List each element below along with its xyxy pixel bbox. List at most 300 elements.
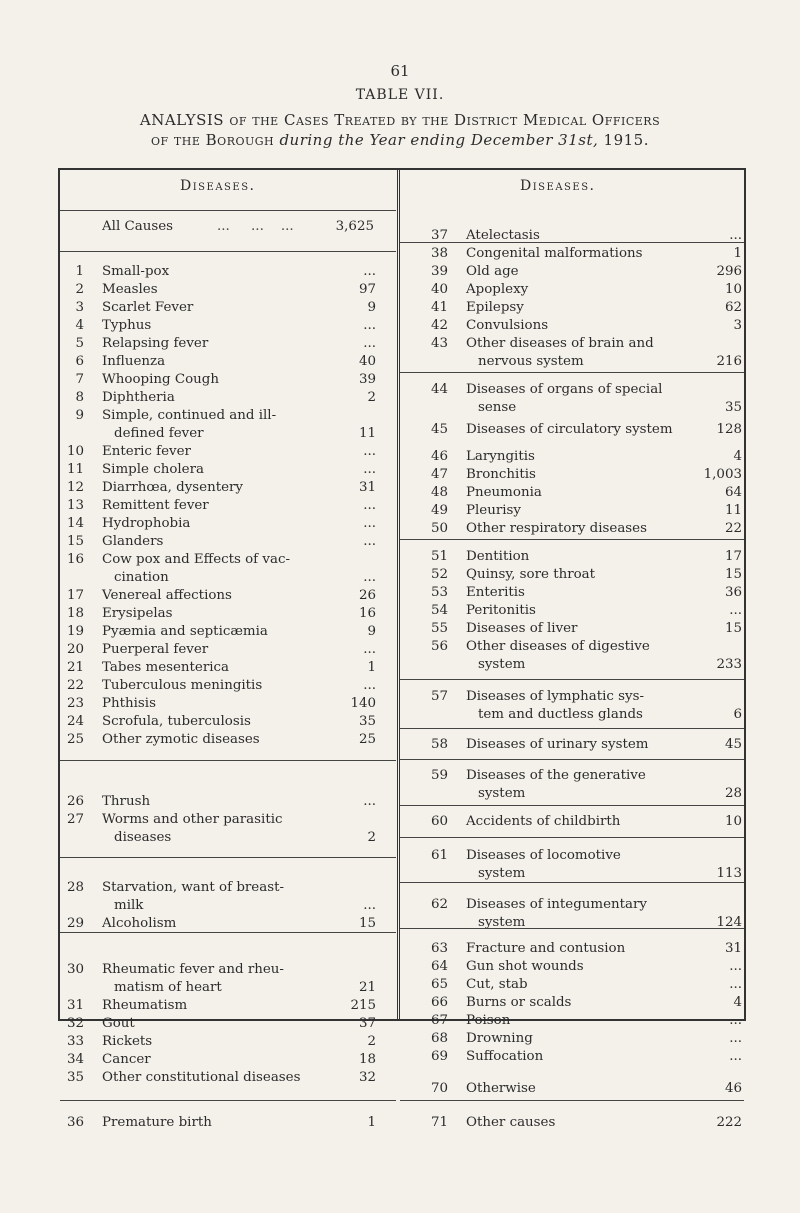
row-number: 53 <box>430 585 448 600</box>
row-value: ... <box>363 498 376 513</box>
row-value: 128 <box>716 422 742 437</box>
row-value: 18 <box>358 1052 376 1067</box>
row-label: Cow pox and Effects of vac- <box>102 552 290 567</box>
row-value: 35 <box>724 400 742 415</box>
table-row <box>66 623 376 641</box>
row-number: 60 <box>430 814 448 829</box>
table-row <box>430 299 742 317</box>
row-number: 2 <box>75 282 84 297</box>
row-number: 27 <box>66 812 84 827</box>
row-label: Pleurisy <box>466 503 521 518</box>
row-value: 31 <box>358 480 376 495</box>
table-row <box>430 317 742 335</box>
row-number: 18 <box>66 606 84 621</box>
row-label: Poison <box>466 1013 511 1028</box>
row-value: 216 <box>716 354 742 369</box>
group-rule <box>400 539 744 540</box>
column-divider <box>397 168 400 1021</box>
row-label: Atelectasis <box>466 228 540 243</box>
row-label: Rickets <box>102 1034 153 1049</box>
row-value: 17 <box>724 549 742 564</box>
row-value: 21 <box>358 980 376 995</box>
row-number: 57 <box>430 689 448 704</box>
row-label: Diseases of integumentary <box>466 897 647 912</box>
row-value: 15 <box>724 621 742 636</box>
group-rule <box>400 928 744 929</box>
row-value: 16 <box>358 606 376 621</box>
row-number: 58 <box>430 737 448 752</box>
row-label: Cut, stab <box>466 977 528 992</box>
table-row <box>66 961 376 979</box>
leader-dots: ... ... ... <box>217 219 294 234</box>
row-value: ... <box>363 898 376 913</box>
subtitle-main: Cases Treated by the District Medical Officers <box>284 111 661 129</box>
row-label: Other respiratory diseases <box>466 521 647 536</box>
table-row <box>66 811 376 829</box>
row-label: Diseases of locomotive <box>466 848 621 863</box>
right-column-header: Diseases. <box>520 178 596 194</box>
row-value: 9 <box>367 300 376 315</box>
row-number: 38 <box>430 246 448 261</box>
row-label: sense <box>478 400 517 415</box>
row-number: 10 <box>66 444 84 459</box>
table-row <box>66 461 376 479</box>
row-value: 46 <box>724 1081 742 1096</box>
row-label: Burns or scalds <box>466 995 572 1010</box>
row-value: 113 <box>716 866 742 881</box>
row-number: 46 <box>430 449 448 464</box>
table-row <box>430 914 742 932</box>
row-number: 45 <box>430 422 448 437</box>
row-label: Scarlet Fever <box>102 300 194 315</box>
row-label: diseases <box>114 830 172 845</box>
row-number: 50 <box>430 521 448 536</box>
table-row <box>430 865 742 883</box>
row-number: 59 <box>430 768 448 783</box>
row-number: 67 <box>430 1013 448 1028</box>
table-row <box>66 1015 376 1033</box>
row-label: Gout <box>102 1016 135 1031</box>
row-number: 20 <box>66 642 84 657</box>
table-row <box>66 915 376 933</box>
row-number: 51 <box>430 549 448 564</box>
table-row <box>430 767 742 785</box>
row-value: 36 <box>724 585 742 600</box>
row-label: Puerperal fever <box>102 642 209 657</box>
row-value: 2 <box>367 830 376 845</box>
row-value: 1 <box>733 246 742 261</box>
table-row <box>430 994 742 1012</box>
row-number: 40 <box>430 282 448 297</box>
row-label: Influenza <box>102 354 166 369</box>
row-label: Phthisis <box>102 696 156 711</box>
row-value: ... <box>729 1049 742 1064</box>
row-label: Tuberculous meningitis <box>102 678 263 693</box>
row-value: ... <box>729 228 742 243</box>
row-value: 11 <box>358 426 376 441</box>
table-row <box>66 263 376 281</box>
table-row <box>430 896 742 914</box>
row-value: ... <box>729 977 742 992</box>
row-number: 32 <box>66 1016 84 1031</box>
table-row <box>430 736 742 754</box>
row-label: Other zymotic diseases <box>102 732 260 747</box>
row-label: Starvation, want of breast- <box>102 880 284 895</box>
row-label: Tabes mesenterica <box>102 660 230 675</box>
row-value: ... <box>363 336 376 351</box>
group-rule <box>400 679 744 680</box>
table-row <box>66 587 376 605</box>
table-row <box>66 793 376 811</box>
table-row <box>66 897 376 915</box>
table-row <box>430 227 742 245</box>
row-number: 21 <box>66 660 84 675</box>
table-row <box>66 829 376 847</box>
row-number: 44 <box>430 382 448 397</box>
row-value: 1 <box>367 660 376 675</box>
table-row <box>66 479 376 497</box>
row-number: 68 <box>430 1031 448 1046</box>
row-number: 63 <box>430 941 448 956</box>
row-label: Venereal affections <box>102 588 232 603</box>
row-number: 36 <box>66 1115 84 1130</box>
row-label: Diseases of circulatory system <box>466 422 673 437</box>
table-row <box>66 551 376 569</box>
table-row <box>430 353 742 371</box>
row-label: system <box>478 657 526 672</box>
row-number: 16 <box>66 552 84 567</box>
row-number: 48 <box>430 485 448 500</box>
row-label: Suffocation <box>466 1049 544 1064</box>
row-label: Gun shot wounds <box>466 959 584 974</box>
page-number: 61 <box>390 62 410 80</box>
row-value: 15 <box>358 916 376 931</box>
table-row <box>430 976 742 994</box>
all-causes-row <box>102 218 374 236</box>
left-column-header: Diseases. <box>180 178 256 194</box>
row-number: 4 <box>75 318 84 333</box>
group-rule <box>400 882 744 883</box>
table-row <box>430 602 742 620</box>
row-label: Epilepsy <box>466 300 524 315</box>
row-number: 71 <box>430 1115 448 1130</box>
row-number: 5 <box>75 336 84 351</box>
row-label: Cancer <box>102 1052 151 1067</box>
row-label: Glanders <box>102 534 164 549</box>
row-value: 35 <box>358 714 376 729</box>
table-row <box>66 1069 376 1087</box>
table-row <box>430 335 742 353</box>
row-number: 66 <box>430 995 448 1010</box>
table-row <box>430 847 742 865</box>
row-label: Rheumatic fever and rheu- <box>102 962 284 977</box>
row-label: Other diseases of digestive <box>466 639 650 654</box>
table-row <box>66 407 376 425</box>
row-label: Simple cholera <box>102 462 204 477</box>
row-number: 8 <box>75 390 84 405</box>
row-label: Drowning <box>466 1031 533 1046</box>
table-row <box>430 656 742 674</box>
row-value: 39 <box>358 372 376 387</box>
table-row <box>430 1012 742 1030</box>
all-causes-label: All Causes <box>102 219 174 234</box>
row-label: Quinsy, sore throat <box>466 567 596 582</box>
group-rule <box>400 837 744 838</box>
table-subtitle <box>0 110 800 150</box>
group-rule <box>400 372 744 373</box>
row-label: Diphtheria <box>102 390 175 405</box>
row-label: Other diseases of brain and <box>466 336 654 351</box>
row-value: 2 <box>367 390 376 405</box>
row-value: 26 <box>358 588 376 603</box>
row-label: Diarrhœa, dysentery <box>102 480 243 495</box>
row-label: Congenital malformations <box>466 246 643 261</box>
row-value: 3 <box>733 318 742 333</box>
row-value: 222 <box>716 1115 742 1130</box>
row-number: 39 <box>430 264 448 279</box>
row-value: ... <box>729 603 742 618</box>
row-value: 4 <box>733 449 742 464</box>
row-value: 4 <box>733 995 742 1010</box>
table-row <box>66 731 376 749</box>
row-value: ... <box>363 794 376 809</box>
row-value: 6 <box>733 707 742 722</box>
subtitle-of-the-2: of the <box>150 131 201 149</box>
subtitle-borough: Borough <box>205 131 275 149</box>
row-number: 52 <box>430 567 448 582</box>
row-value: 10 <box>724 814 742 829</box>
row-label: Old age <box>466 264 519 279</box>
row-number: 7 <box>75 372 84 387</box>
row-value: ... <box>363 516 376 531</box>
row-value: 22 <box>724 521 742 536</box>
row-value: 31 <box>724 941 742 956</box>
row-label: milk <box>114 898 144 913</box>
table-row <box>66 997 376 1015</box>
row-label: Pyæmia and septicæmia <box>102 624 268 639</box>
row-number: 12 <box>66 480 84 495</box>
row-label: Other causes <box>466 1115 556 1130</box>
row-value: 1 <box>367 1115 376 1130</box>
row-label: Laryngitis <box>466 449 535 464</box>
row-number: 62 <box>430 897 448 912</box>
row-value: ... <box>729 959 742 974</box>
row-value: 32 <box>358 1070 376 1085</box>
table-row <box>430 620 742 638</box>
row-number: 22 <box>66 678 84 693</box>
row-number: 42 <box>430 318 448 333</box>
table-row <box>66 299 376 317</box>
table-row <box>66 695 376 713</box>
subtitle-analysis: ANALYSIS <box>139 111 225 129</box>
row-value: ... <box>363 264 376 279</box>
row-number: 30 <box>66 962 84 977</box>
table-row <box>430 958 742 976</box>
row-label: Other constitutional diseases <box>102 1070 301 1085</box>
row-value: 215 <box>350 998 376 1013</box>
table-row <box>66 979 376 997</box>
table-row <box>66 533 376 551</box>
row-label: Accidents of childbirth <box>466 814 621 829</box>
row-value: 15 <box>724 567 742 582</box>
row-value: ... <box>363 462 376 477</box>
row-number: 6 <box>75 354 84 369</box>
row-number: 17 <box>66 588 84 603</box>
row-label: Enteritis <box>466 585 525 600</box>
row-label: Enteric fever <box>102 444 191 459</box>
row-value: ... <box>363 570 376 585</box>
table-row <box>66 641 376 659</box>
row-label: Rheumatism <box>102 998 188 1013</box>
row-number: 49 <box>430 503 448 518</box>
row-number: 55 <box>430 621 448 636</box>
row-value: 1,003 <box>703 467 742 482</box>
row-number: 19 <box>66 624 84 639</box>
row-label: Bronchitis <box>466 467 536 482</box>
table-row <box>430 399 742 417</box>
row-number: 69 <box>430 1049 448 1064</box>
table-row <box>430 638 742 656</box>
row-number: 65 <box>430 977 448 992</box>
row-label: Thrush <box>102 794 151 809</box>
row-label: defined fever <box>114 426 204 441</box>
row-label: Small-pox <box>102 264 170 279</box>
row-number: 41 <box>430 300 448 315</box>
table-row <box>430 548 742 566</box>
row-label: Diseases of the generative <box>466 768 646 783</box>
row-number: 23 <box>66 696 84 711</box>
subtitle-year: 1915. <box>603 131 649 149</box>
table-row <box>66 425 376 443</box>
row-number: 28 <box>66 880 84 895</box>
row-value: 62 <box>724 300 742 315</box>
table-row <box>430 813 742 831</box>
table-row <box>430 381 742 399</box>
table-title: TABLE VII. <box>355 87 445 103</box>
row-number: 3 <box>75 300 84 315</box>
table-row <box>430 484 742 502</box>
row-number: 25 <box>66 732 84 747</box>
table-row <box>66 605 376 623</box>
row-label: Peritonitis <box>466 603 536 618</box>
row-number: 14 <box>66 516 84 531</box>
row-value: 10 <box>724 282 742 297</box>
table-row <box>430 1048 742 1066</box>
row-value: 45 <box>724 737 742 752</box>
table-row <box>430 421 742 439</box>
table-row <box>430 263 742 281</box>
row-label: Otherwise <box>466 1081 536 1096</box>
table-row <box>66 677 376 695</box>
row-label: Hydrophobia <box>102 516 191 531</box>
row-value: 11 <box>724 503 742 518</box>
row-label: cination <box>114 570 169 585</box>
row-label: Remittent fever <box>102 498 209 513</box>
row-number: 37 <box>430 228 448 243</box>
row-value: 9 <box>367 624 376 639</box>
group-rule <box>60 932 396 933</box>
row-label: Diseases of liver <box>466 621 578 636</box>
group-rule <box>60 857 396 858</box>
table-row <box>430 281 742 299</box>
row-number: 15 <box>66 534 84 549</box>
row-number: 13 <box>66 498 84 513</box>
table-row <box>430 706 742 724</box>
row-label: Convulsions <box>466 318 549 333</box>
row-label: matism of heart <box>114 980 222 995</box>
row-label: Diseases of urinary system <box>466 737 649 752</box>
row-label: Diseases of lymphatic sys- <box>466 689 644 704</box>
group-rule <box>60 760 396 761</box>
table-row <box>430 584 742 602</box>
table-row <box>430 502 742 520</box>
header-rule-left <box>60 210 396 211</box>
row-number: 1 <box>75 264 84 279</box>
table-row <box>430 940 742 958</box>
table-row <box>66 335 376 353</box>
row-number: 35 <box>66 1070 84 1085</box>
row-value: ... <box>363 534 376 549</box>
table-row <box>430 448 742 466</box>
table-row <box>66 371 376 389</box>
all-causes-value: 3,625 <box>335 219 374 234</box>
row-label: Whooping Cough <box>102 372 219 387</box>
row-value: ... <box>729 1031 742 1046</box>
row-number: 47 <box>430 467 448 482</box>
row-label: Diseases of organs of special <box>466 382 663 397</box>
row-number: 24 <box>66 714 84 729</box>
row-value: 124 <box>716 915 742 930</box>
table-row <box>66 1114 376 1132</box>
row-label: Alcoholism <box>102 916 177 931</box>
row-value: 140 <box>350 696 376 711</box>
row-label: Simple, continued and ill- <box>102 408 277 423</box>
row-value: 2 <box>367 1034 376 1049</box>
table-row <box>430 245 742 263</box>
row-label: Measles <box>102 282 158 297</box>
table-row <box>66 497 376 515</box>
row-number: 64 <box>430 959 448 974</box>
row-value: ... <box>363 678 376 693</box>
group-rule <box>400 728 744 729</box>
table-row <box>430 785 742 803</box>
row-value: 233 <box>716 657 742 672</box>
row-value: 25 <box>358 732 376 747</box>
row-label: Relapsing fever <box>102 336 209 351</box>
group-rule <box>400 1100 744 1101</box>
row-number: 70 <box>430 1081 448 1096</box>
table-row <box>66 443 376 461</box>
row-value: 97 <box>358 282 376 297</box>
row-label: Worms and other parasitic <box>102 812 283 827</box>
table-row <box>430 1114 742 1132</box>
row-label: nervous system <box>478 354 584 369</box>
row-label: system <box>478 866 526 881</box>
row-value: ... <box>729 1013 742 1028</box>
row-value: ... <box>363 444 376 459</box>
table-row <box>430 566 742 584</box>
table-row <box>66 879 376 897</box>
table-row <box>66 1033 376 1051</box>
table-row <box>66 317 376 335</box>
table-row <box>66 569 376 587</box>
row-number: 33 <box>66 1034 84 1049</box>
row-label: Premature birth <box>102 1115 212 1130</box>
row-number: 61 <box>430 848 448 863</box>
row-value: 37 <box>358 1016 376 1031</box>
row-label: Fracture and contusion <box>466 941 626 956</box>
subtitle-during: during the Year ending December 31st, <box>279 131 599 149</box>
